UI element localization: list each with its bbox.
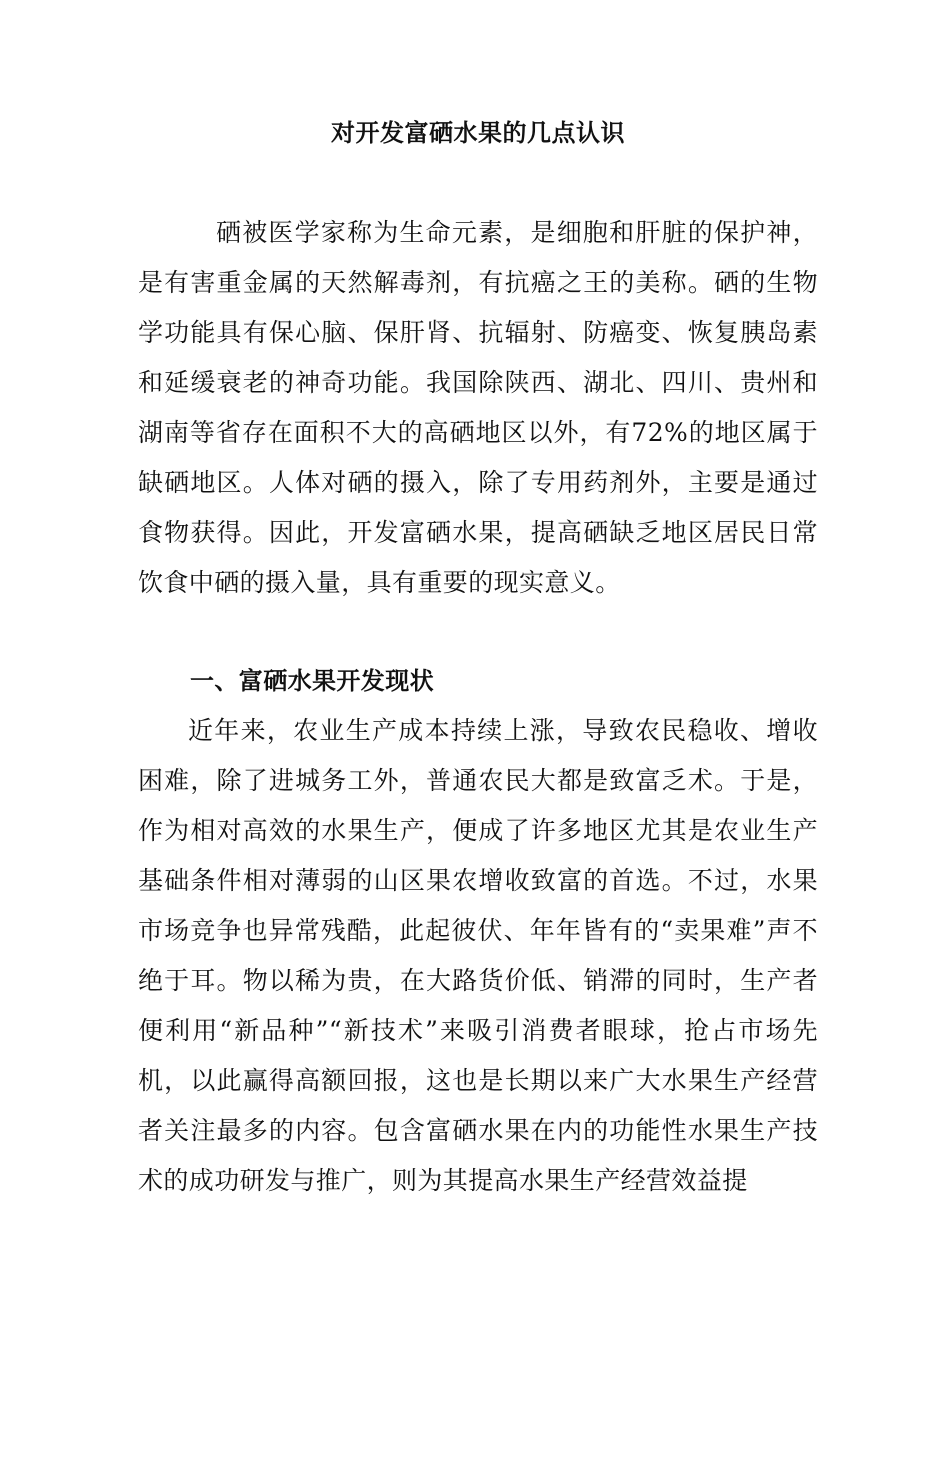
section-heading-1: 一、富硒水果开发现状 <box>190 666 434 695</box>
intro-paragraph: 硒被医学家称为生命元素，是细胞和肝脏的保护神，是有害重金属的天然解毒剂，有抗癌之王的美称。硒的生物学功能具有保心脑、保肝肾、抗辐射、防癌变、恢复胰岛素和延缓衰老的神奇功能。我国除陕西、湖北、四川、贵州和湖南等省存在面积不大的高硒地区以外，有72%的地区属于缺硒地区。人体对硒的摄入，除了专用药剂外，主要是通过食物获得。因此，开发富硒水果，提高硒缺乏地区居民日常饮食中硒的摄入量，具有重要的现实意义。 <box>138 218 818 597</box>
section-1-paragraph: 近年来，农业生产成本持续上涨，导致农民稳收、增收困难，除了进城务工外，普通农民大都是致富乏术。于是，作为相对高效的水果生产，便成了许多地区尤其是农业生产基础条件相对薄弱的山区果农增收致富的首选。不过，水果市场竞争也异常残酷，此起彼伏、年年皆有的“卖果难”声不绝于耳。物以稀为贵，在大路货价低、销滞的同时，生产者便利用“新品种”“新技术”来吸引消费者眼球，抢占市场先机，以此赢得高额回报，这也是长期以来广大水果生产经营者关注最多的内容。包含富硒水果在内的功能性水果生产技术的成功研发与推广，则为其提高水果生产经营效益提 <box>138 716 818 1195</box>
document-page <box>0 118 950 1462</box>
document-title: 对开发富硒水果的几点认识 <box>331 118 625 147</box>
